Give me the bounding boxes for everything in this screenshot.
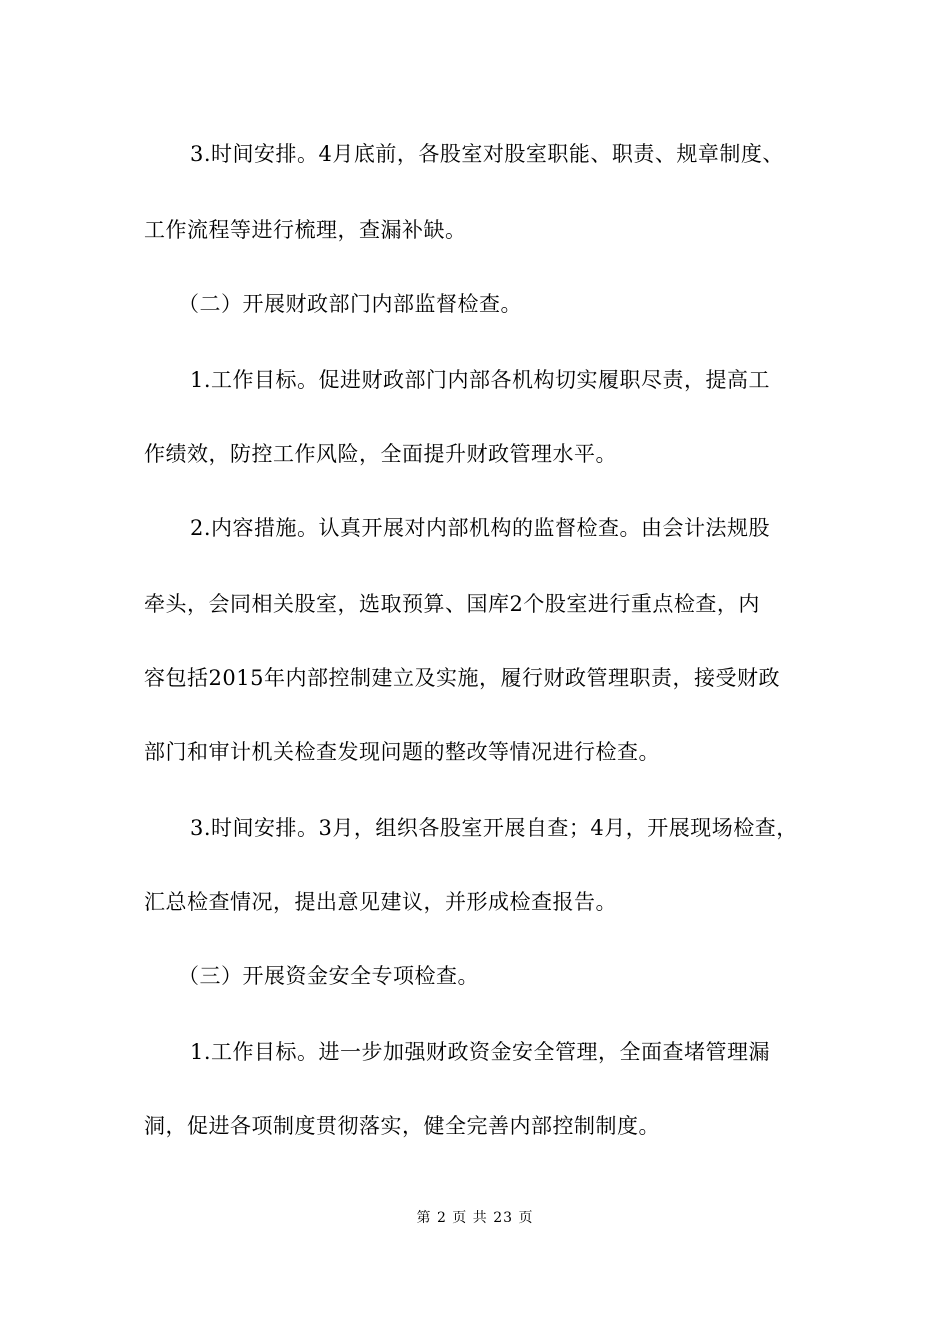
paragraph-line-13: 1.工作目标。进一步加强财政资金安全管理，全面查堵管理漏 xyxy=(190,1040,771,1064)
paragraph-line-11: 汇总检查情况，提出意见建议，并形成检查报告。 xyxy=(144,890,617,914)
section-heading-3: （三）开展资金安全专项检查。 xyxy=(178,964,479,988)
section-heading-2: （二）开展财政部门内部监督检查。 xyxy=(178,292,522,316)
paragraph-line-7: 牵头，会同相关股室，选取预算、国库2个股室进行重点检查，内 xyxy=(144,592,760,616)
paragraph-line-5: 作绩效，防控工作风险，全面提升财政管理水平。 xyxy=(144,442,617,466)
paragraph-line-8: 容包括2015年内部控制建立及实施，履行财政管理职责，接受财政 xyxy=(144,666,780,690)
paragraph-line-10: 3.时间安排。3月，组织各股室开展自查；4月，开展现场检查， xyxy=(190,816,798,840)
paragraph-line-4: 1.工作目标。促进财政部门内部各机构切实履职尽责，提高工 xyxy=(190,368,771,392)
page-footer: 第 2 页 共 23 页 xyxy=(416,1210,534,1226)
paragraph-line-14: 洞，促进各项制度贯彻落实，健全完善内部控制制度。 xyxy=(144,1114,660,1138)
paragraph-line-2: 工作流程等进行梳理，查漏补缺。 xyxy=(144,218,467,242)
paragraph-line-9: 部门和审计机关检查发现问题的整改等情况进行检查。 xyxy=(144,740,660,764)
paragraph-line-6: 2.内容措施。认真开展对内部机构的监督检查。由会计法规股 xyxy=(190,516,771,540)
paragraph-line-1: 3.时间安排。4月底前，各股室对股室职能、职责、规章制度、 xyxy=(190,142,784,166)
